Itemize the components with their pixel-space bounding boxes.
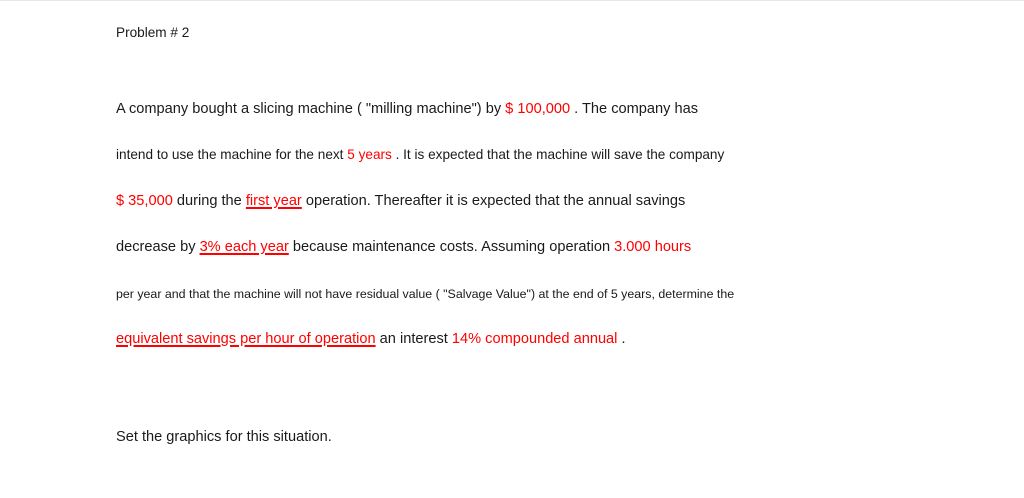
line3-text-b: operation. Thereafter it is expected that the annual savings — [301, 193, 686, 209]
paragraph-line-3 — [116, 192, 685, 210]
line1-text-a: A company bought a slicing machine ( "milling machine") by — [116, 101, 506, 117]
line6-text-b: . — [617, 331, 626, 347]
line4-text-a: decrease by — [116, 239, 200, 255]
line6-text-a: an interest — [375, 331, 452, 347]
paragraph-line-4 — [116, 238, 691, 256]
line1-text-b: . The company has — [570, 101, 699, 117]
line3-text-a: during the — [172, 193, 246, 209]
equivalent-savings-phrase: equivalent savings per hour of operation — [116, 331, 376, 347]
line2-text-b: . It is expected that the machine will save the company — [391, 147, 725, 162]
interest-rate: 14% compounded annual — [451, 331, 618, 347]
line2-text-a: intend to use the machine for the next — [116, 147, 348, 162]
top-divider — [0, 0, 1024, 1]
first-year-savings: $ 35,000 — [116, 193, 173, 209]
first-year-phrase: first year — [245, 193, 302, 209]
instruction-footer: Set the graphics for this situation. — [116, 429, 332, 445]
paragraph-line-1 — [116, 100, 698, 118]
machine-cost: $ 100,000 — [505, 101, 571, 117]
operating-hours: 3.000 hours — [614, 239, 692, 255]
machine-life: 5 years — [347, 147, 392, 162]
paragraph-line-5: per year and that the machine will not have residual value ( "Salvage Value") at the end of 5 years, determine the — [116, 287, 735, 301]
paragraph-line-6 — [116, 330, 626, 348]
paragraph-line-2 — [116, 146, 724, 164]
annual-decrease: 3% each year — [199, 239, 289, 255]
line4-text-b: because maintenance costs. Assuming operation — [288, 239, 615, 255]
problem-title: Problem # 2 — [116, 25, 190, 40]
